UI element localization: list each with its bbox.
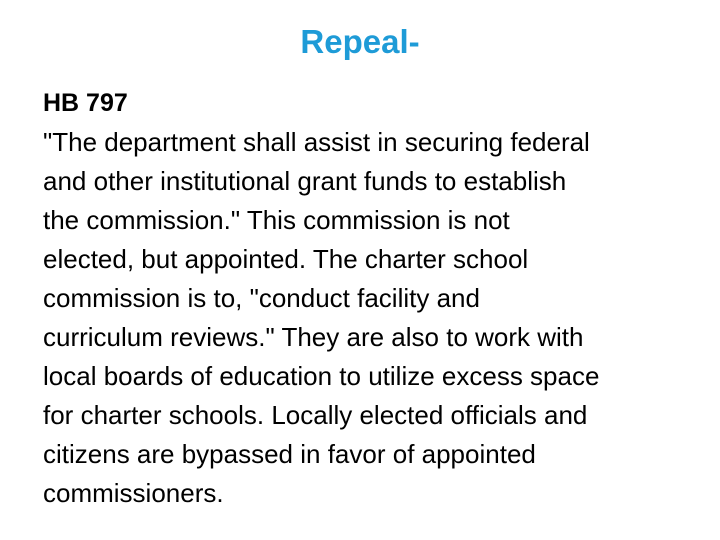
body-line: for charter schools. Locally elected officials and	[43, 400, 588, 430]
body-line: "The department shall assist in securing federal	[43, 127, 590, 157]
body-line: local boards of education to utilize excess space	[43, 361, 600, 391]
body-line: commission is to, "conduct facility and	[43, 283, 480, 313]
slide-body	[43, 84, 683, 513]
body-line: the commission." This commission is not	[43, 205, 510, 235]
body-line: commissioners.	[43, 478, 224, 508]
body-line: curriculum reviews." They are also to work with	[43, 322, 584, 352]
body-line: elected, but appointed. The charter school	[43, 244, 529, 274]
body-line: citizens are bypassed in favor of appointed	[43, 439, 536, 469]
body-line: and other institutional grant funds to establish	[43, 166, 567, 196]
bill-number: HB 797	[43, 89, 128, 117]
slide-title: Repeal-	[300, 23, 420, 60]
